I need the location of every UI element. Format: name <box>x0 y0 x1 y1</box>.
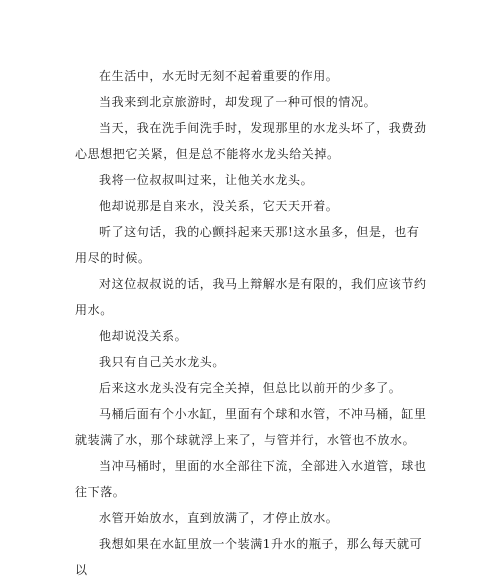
paragraph: 他却说那是自来水，没关系，它天天开着。 <box>99 199 339 213</box>
paragraph: 马桶后面有个小水缸，里面有个球和水管，不冲马桶，缸里就装满了水，那个球就浮上来了，与管并行，水管也不放水。 <box>75 407 427 447</box>
paragraph: 当冲马桶时，里面的水全部往下流，全部进入水道管，球也往下落。 <box>75 459 427 499</box>
paragraph: 对这位叔叔说的话，我马上辩解水是有限的，我们应该节约用水。 <box>75 277 427 317</box>
document-body <box>75 63 427 583</box>
paragraph: 在生活中，水无时无刻不起着重要的作用。 <box>99 69 339 83</box>
paragraph: 水管开始放水，直到放满了，才停止放水。 <box>99 511 339 525</box>
paragraph: 我只有自己关水龙头。 <box>99 355 226 369</box>
paragraph: 我想如果在水缸里放一个装满1升水的瓶子，那么每天就可以 <box>75 537 423 577</box>
paragraph: 后来这水龙头没有完全关掉，但总比以前开的少多了。 <box>99 381 402 395</box>
paragraph: 当天，我在洗手间洗手时，发现那里的水龙头坏了，我费劲心思想把它关紧，但是总不能将水龙头给关掉。 <box>75 121 427 161</box>
paragraph: 当我来到北京旅游时，却发现了一种可恨的情况。 <box>99 95 377 109</box>
paragraph: 听了这句话，我的心颤抖起来天那!这水虽多，但是，也有用尽的时候。 <box>75 225 420 265</box>
paragraph: 我将一位叔叔叫过来，让他关水龙头。 <box>99 173 314 187</box>
paragraph: 他却说没关系。 <box>99 329 188 343</box>
